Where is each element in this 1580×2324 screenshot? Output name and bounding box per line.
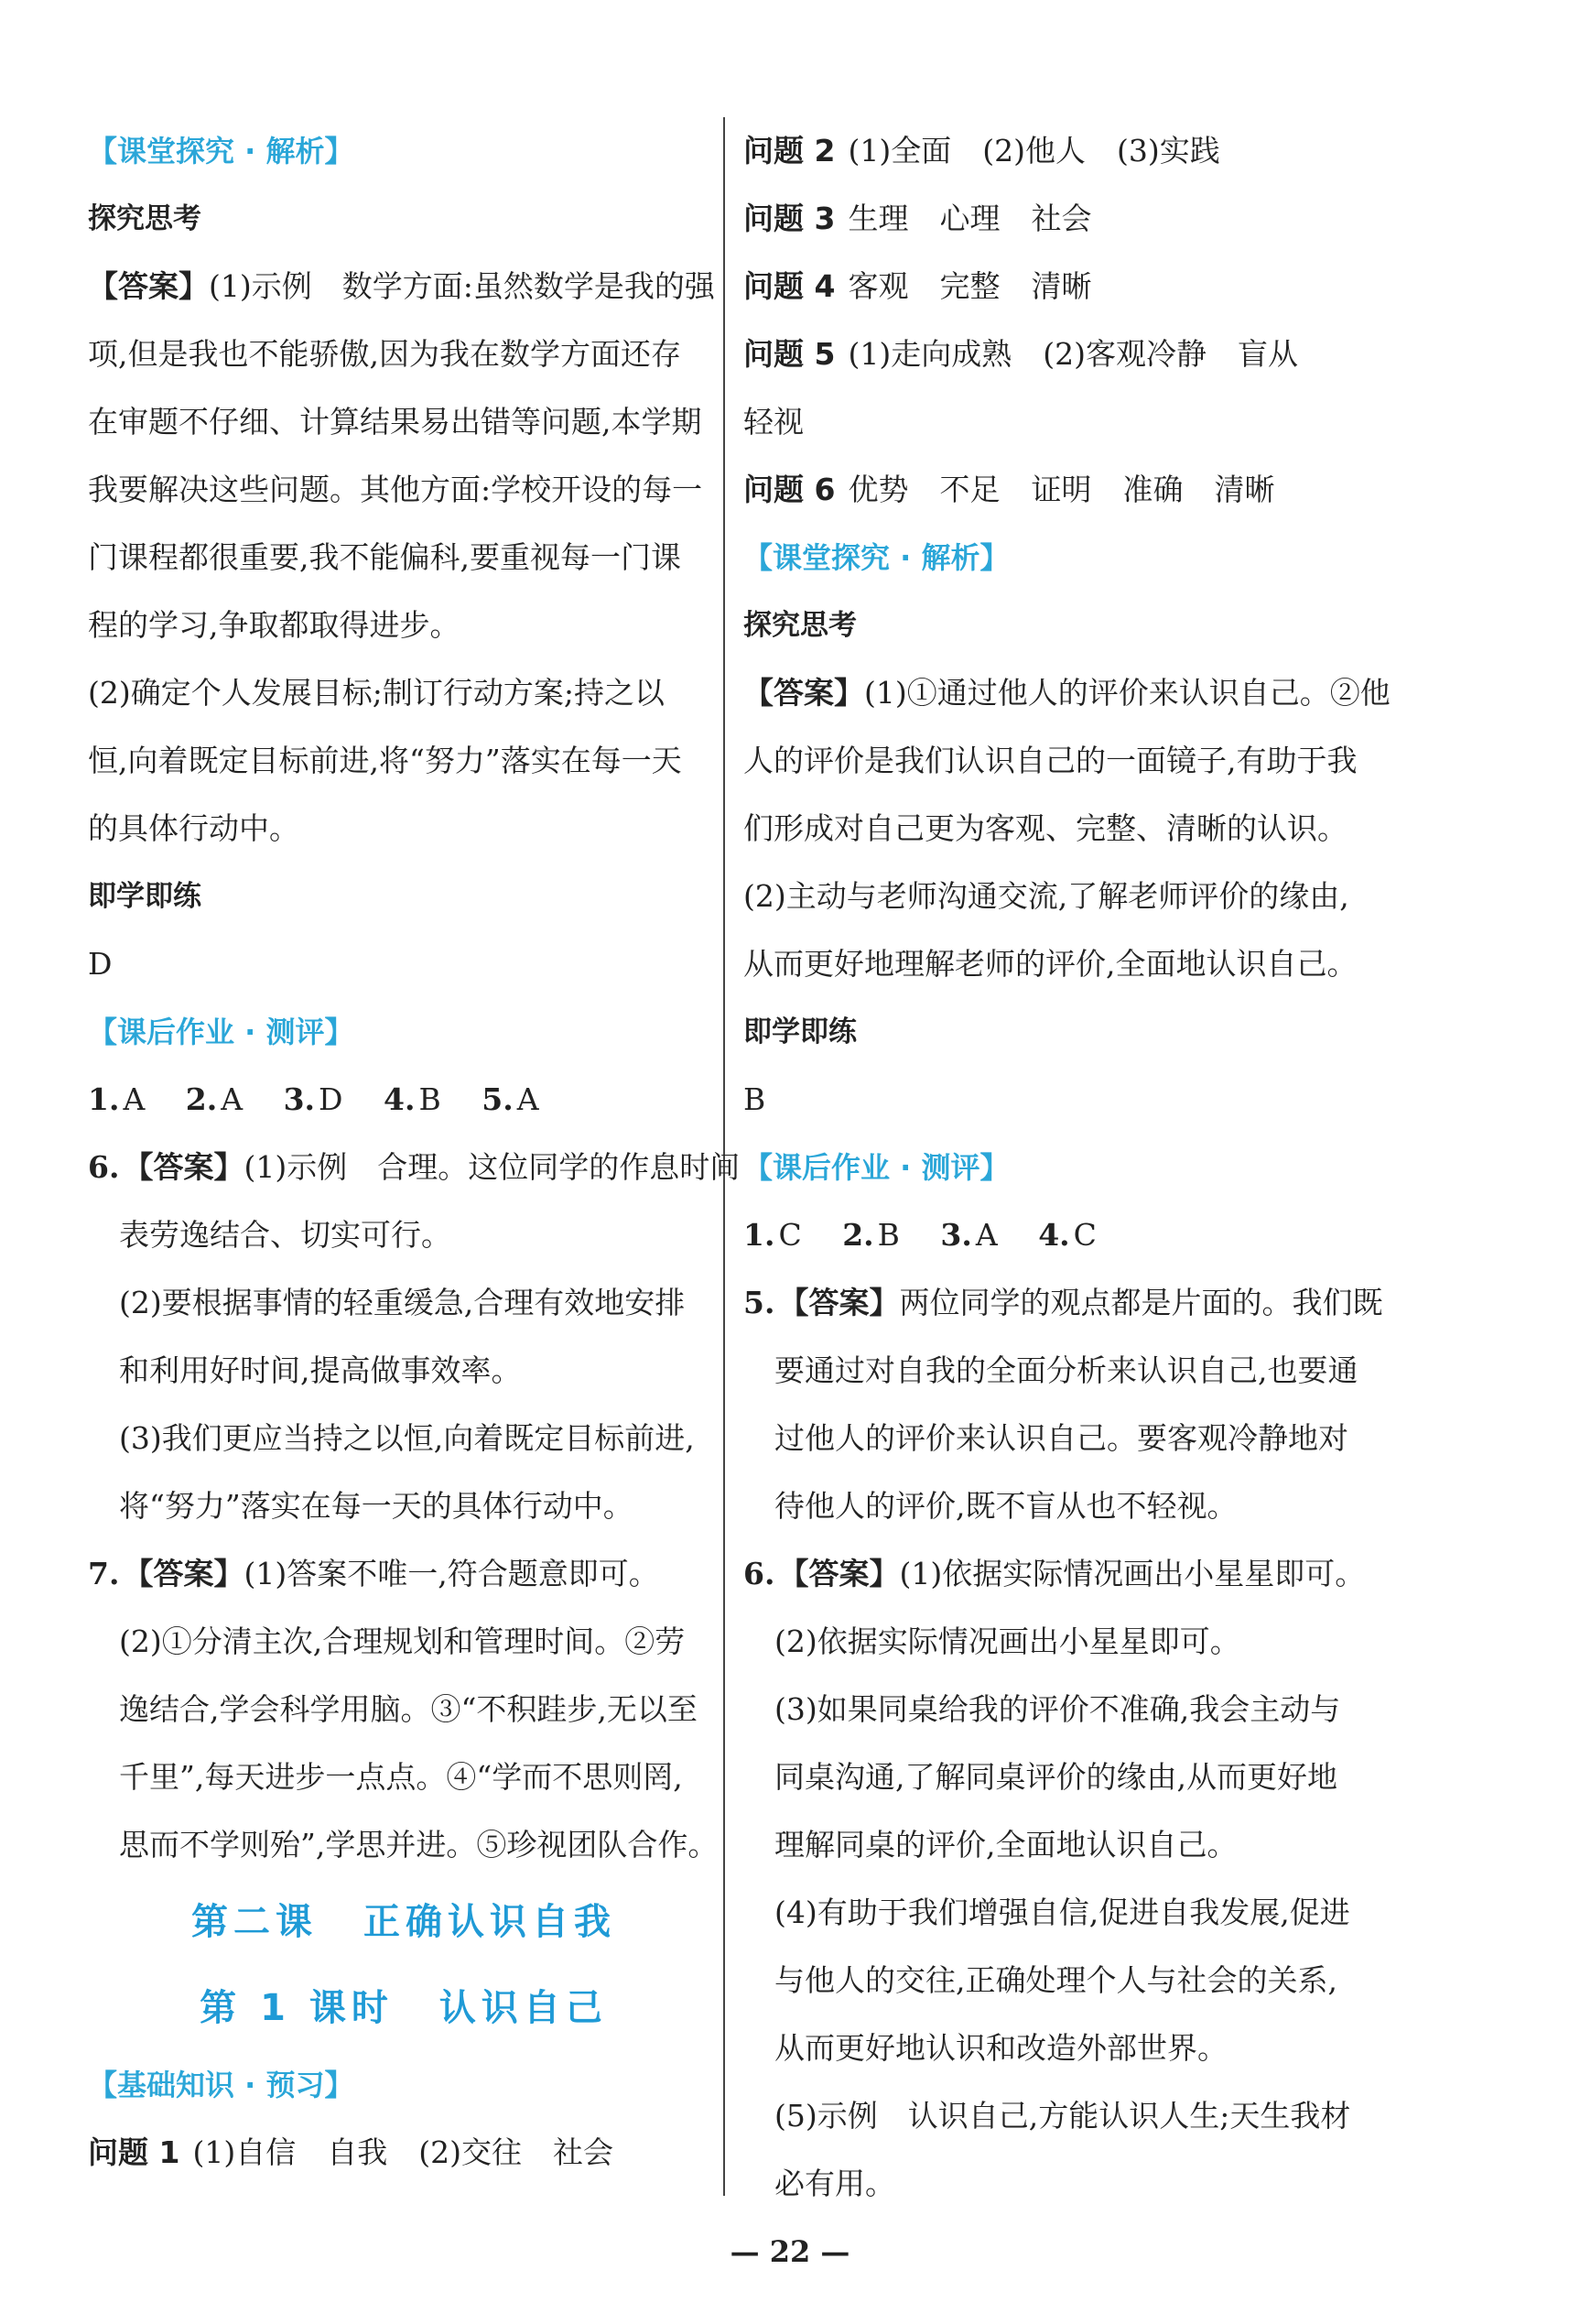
right-column bbox=[743, 117, 1391, 2218]
section-tag: 【课后作业 · 测评】 bbox=[88, 1015, 354, 1049]
answer-line: (4)有助于我们增强自信,促进自我发展,促进 bbox=[774, 1895, 1350, 1930]
answer-line: 理解同桌的评价,全面地认识自己。 bbox=[774, 1827, 1238, 1862]
answer-line: (5)示例 认识自己,方能认识人生;天生我材 bbox=[774, 2098, 1351, 2134]
answer-line: 我要解决这些问题。其他方面:学校开设的每一 bbox=[88, 472, 703, 507]
question-line: 问题 6 优势 不足 证明 准确 清晰 bbox=[743, 472, 1275, 507]
practice-answer: B bbox=[743, 1081, 766, 1117]
answer-line: 待他人的评价,既不盲从也不轻视。 bbox=[774, 1488, 1238, 1524]
answer-line: (3)如果同桌给我的评价不准确,我会主动与 bbox=[774, 1691, 1341, 1727]
question-line: 问题 1 (1)自信 自我 (2)交往 社会 bbox=[88, 2134, 613, 2170]
answer-line: 必有用。 bbox=[774, 2166, 895, 2201]
question-line: 问题 3 生理 心理 社会 bbox=[743, 201, 1092, 236]
page-number: — 22 — bbox=[730, 2234, 850, 2269]
answer-line: 项,但是我也不能骄傲,因为我在数学方面还存 bbox=[88, 336, 681, 372]
answer-text: (1)示例 数学方面:虽然数学是我的强 bbox=[209, 268, 715, 304]
choice-answers: 1. C 2. B 3. A 4. C bbox=[743, 1217, 1097, 1253]
answer-line: 从而更好地理解老师的评价,全面地认识自己。 bbox=[743, 946, 1358, 982]
section-tag: 【基础知识 · 预习】 bbox=[88, 2068, 354, 2102]
section-tag: 【课后作业 · 测评】 bbox=[743, 1150, 1010, 1185]
practice-heading: 即学即练 bbox=[743, 1015, 857, 1048]
answer-line: 程的学习,争取都取得进步。 bbox=[88, 607, 460, 643]
choice-answers: 1. A 2. A 3. D 4. B 5. A bbox=[88, 1081, 539, 1117]
answer-line: 在审题不仔细、计算结果易出错等问题,本学期 bbox=[88, 404, 702, 440]
answer-line: (2)依据实际情况画出小星星即可。 bbox=[774, 1624, 1240, 1659]
answer-line: 的具体行动中。 bbox=[88, 810, 299, 846]
question-line: 问题 2 (1)全面 (2)他人 (3)实践 bbox=[743, 133, 1220, 168]
question-line: 问题 5 (1)走向成熟 (2)客观冷静 盲从 bbox=[743, 336, 1298, 372]
lesson-subtitle: 第 1 课时 认识自己 bbox=[200, 1987, 608, 2029]
question-line: 轻视 bbox=[743, 404, 804, 440]
answer-label: 【答案】 bbox=[88, 268, 209, 304]
answer-line: 恒,向着既定目标前进,将“努力”落实在每一天 bbox=[88, 743, 682, 778]
section-heading: 探究思考 bbox=[743, 609, 857, 642]
answer-line: 与他人的交往,正确处理个人与社会的关系, bbox=[774, 1962, 1337, 1998]
answer-line: 和利用好时间,提高做事效率。 bbox=[119, 1352, 522, 1388]
answer-line bbox=[88, 253, 720, 320]
answer-line: 从而更好地认识和改造外部世界。 bbox=[774, 2030, 1228, 2066]
section-tag: 【课堂探究 · 解析】 bbox=[88, 134, 354, 168]
answer-line: 门课程都很重要,我不能偏科,要重视每一门课 bbox=[88, 539, 681, 575]
answer-line: 【答案】(1)①通过他人的评价来认识自己。②他 bbox=[743, 675, 1391, 711]
answer-line: 要通过对自我的全面分析来认识自己,也要通 bbox=[774, 1352, 1358, 1388]
question-6-line: 6. 【答案】(1)依据实际情况画出小星星即可。 bbox=[743, 1556, 1366, 1591]
section-heading: 探究思考 bbox=[88, 202, 201, 235]
lesson-title: 第二课 正确认识自我 bbox=[191, 1901, 616, 1943]
answer-line: 同桌沟通,了解同桌评价的缘由,从而更好地 bbox=[774, 1759, 1337, 1795]
question-7-line: 7. 【答案】(1)答案不唯一,符合题意即可。 bbox=[88, 1556, 659, 1591]
left-column bbox=[88, 117, 741, 2187]
answer-line: 过他人的评价来认识自己。要客观冷静地对 bbox=[774, 1420, 1348, 1456]
section-tag: 【课堂探究 · 解析】 bbox=[743, 540, 1010, 575]
answer-line: 们形成对自己更为客观、完整、清晰的认识。 bbox=[743, 810, 1347, 846]
answer-line: (2)①分清主次,合理规划和管理时间。②劳 bbox=[119, 1624, 686, 1659]
answer-line: 逸结合,学会科学用脑。③“不积跬步,无以至 bbox=[119, 1691, 698, 1727]
question-line: 问题 4 客观 完整 清晰 bbox=[743, 268, 1092, 304]
answer-line: 千里”,每天进步一点点。④“学而不思则罔, bbox=[119, 1759, 683, 1795]
answer-line: (2)确定个人发展目标;制订行动方案;持之以 bbox=[88, 675, 665, 711]
answer-line: (2)主动与老师沟通交流,了解老师评价的缘由, bbox=[743, 878, 1349, 914]
answer-line: (3)我们更应当持之以恒,向着既定目标前进, bbox=[119, 1420, 695, 1456]
answer-line: 表劳逸结合、切实可行。 bbox=[119, 1217, 451, 1253]
answer-line: 思而不学则殆”,学思并进。⑤珍视团队合作。 bbox=[119, 1827, 719, 1862]
practice-heading: 即学即练 bbox=[88, 880, 201, 913]
question-5-line: 5. 【答案】两位同学的观点都是片面的。我们既 bbox=[743, 1285, 1383, 1320]
answer-line: (2)要根据事情的轻重缓急,合理有效地安排 bbox=[119, 1285, 686, 1320]
answer-line: 将“努力”落实在每一天的具体行动中。 bbox=[119, 1488, 633, 1524]
answer-line: 人的评价是我们认识自己的一面镜子,有助于我 bbox=[743, 743, 1358, 778]
question-6-line: 6. 【答案】(1)示例 合理。这位同学的作息时间 bbox=[88, 1149, 741, 1185]
practice-answer: D bbox=[88, 946, 113, 982]
